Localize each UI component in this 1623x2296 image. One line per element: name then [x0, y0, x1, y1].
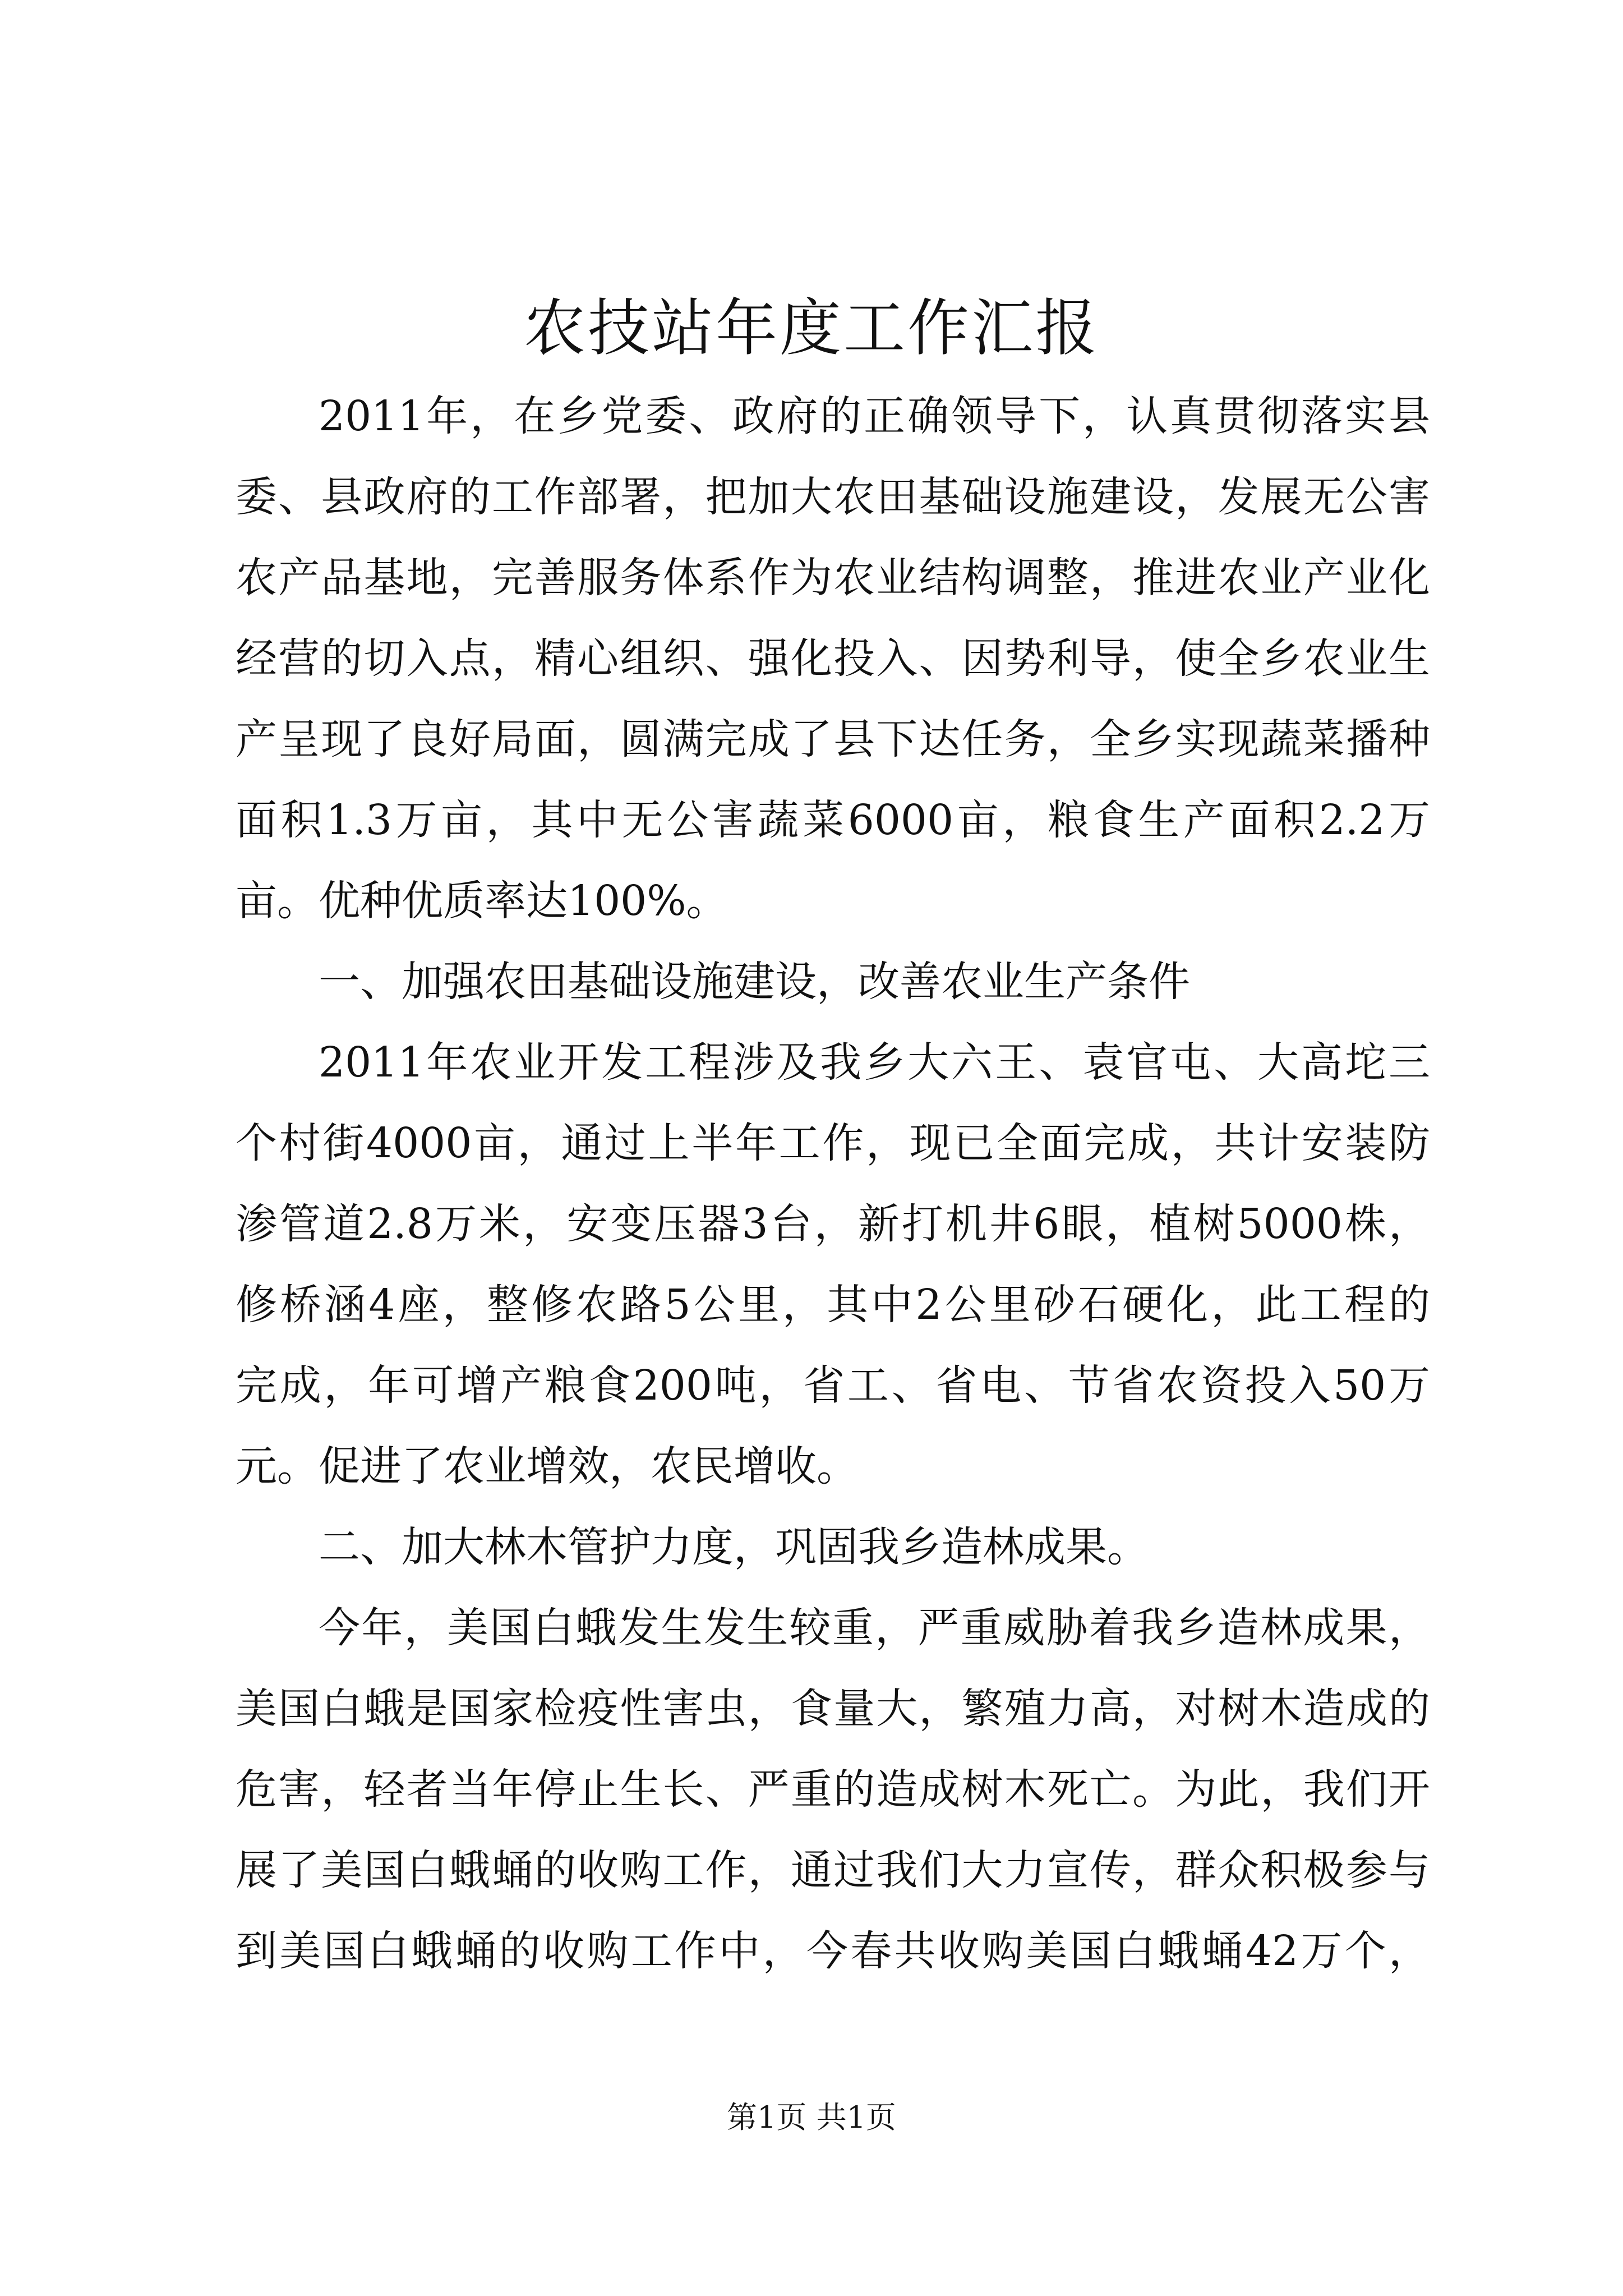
text-line: 到美国白蛾蛹的收购工作中，今春共收购美国白蛾蛹42万个，	[236, 1927, 1430, 1975]
document-body	[236, 376, 1430, 1991]
text-line: 经营的切入点，精心组织、强化投入、因势利导，使全乡农业生	[236, 634, 1430, 683]
text-line: 完成，年可增产粮食200吨，省工、省电、节省农资投入50万	[236, 1361, 1430, 1410]
text-line: 产呈现了良好局面，圆满完成了县下达任务，全乡实现蔬菜播种	[236, 715, 1430, 763]
text-line: 2011年农业开发工程涉及我乡大六王、袁官屯、大高坨三	[319, 1038, 1430, 1087]
text-line: 委、县政府的工作部署，把加大农田基础设施建设，发展无公害	[236, 473, 1430, 521]
text-line: 一、加强农田基础设施建设，改善农业生产条件	[319, 958, 1190, 1006]
text-line: 展了美国白蛾蛹的收购工作，通过我们大力宣传，群众积极参与	[236, 1846, 1430, 1894]
text-line: 美国白蛾是国家检疫性害虫，食量大，繁殖力高，对树木造成的	[236, 1685, 1430, 1733]
text-line: 渗管道2.8万米，安变压器3台，新打机井6眼，植树5000株，	[236, 1200, 1430, 1248]
document-title: 农技站年度工作汇报	[524, 292, 1099, 364]
text-line: 修桥涵4座，整修农路5公里，其中2公里砂石硬化，此工程的	[236, 1281, 1430, 1329]
page-footer: 第1页 共1页	[727, 2100, 896, 2135]
text-line: 2011年，在乡党委、政府的正确领导下，认真贯彻落实县	[319, 392, 1430, 440]
text-line: 今年，美国白蛾发生发生较重，严重威胁着我乡造林成果，	[319, 1604, 1430, 1652]
text-line: 危害，轻者当年停止生长、严重的造成树木死亡。为此，我们开	[236, 1765, 1430, 1814]
text-line: 亩。优种优质率达100%。	[236, 877, 728, 925]
text-line: 农产品基地，完善服务体系作为农业结构调整，推进农业产业化	[236, 554, 1430, 602]
text-line: 面积1.3万亩，其中无公害蔬菜6000亩，粮食生产面积2.2万	[236, 796, 1430, 844]
text-line: 二、加大林木管护力度，巩固我乡造林成果。	[319, 1523, 1149, 1571]
text-line: 个村街4000亩，通过上半年工作，现已全面完成，共计安装防	[236, 1119, 1430, 1167]
text-line: 元。促进了农业增效，农民增收。	[236, 1442, 858, 1490]
